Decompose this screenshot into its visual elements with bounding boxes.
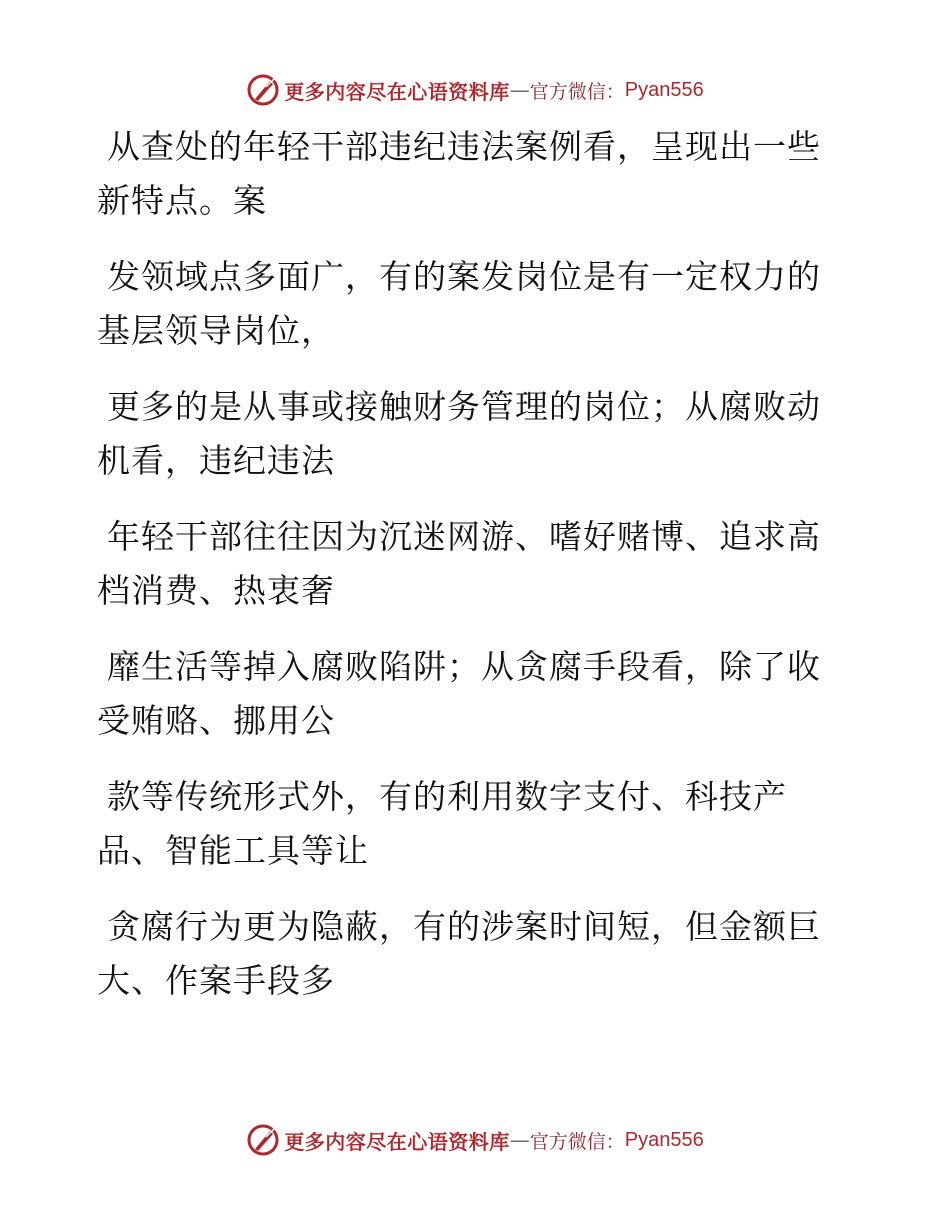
paragraph xyxy=(97,900,837,1008)
paragraph xyxy=(97,380,837,488)
header-wechat-label: 官方微信： xyxy=(529,80,625,103)
paragraph xyxy=(97,250,837,358)
paragraph-line: 大、作案手段多 xyxy=(97,961,335,1000)
paragraph-line: 款等传统形式外，有的利用数字支付、科技产 xyxy=(107,777,787,816)
footer-banner xyxy=(0,1120,950,1160)
paragraph-line: 新特点。案 xyxy=(97,181,267,220)
header-slogan: 更多内容尽在心语资料库 xyxy=(284,79,510,104)
paragraph-line: 从查处的年轻干部违纪违法案例看，呈现出一些 xyxy=(107,127,821,166)
paragraph-line: 更多的是从事或接触财务管理的岗位；从腐败动 xyxy=(107,387,821,426)
footer-wechat-label: 官方微信： xyxy=(529,1130,625,1153)
quill-logo-icon xyxy=(246,1123,280,1157)
paragraph-line: 靡生活等掉入腐败陷阱；从贪腐手段看，除了收 xyxy=(107,647,821,686)
paragraph xyxy=(97,640,837,748)
header-wechat-id: Pyan556 xyxy=(624,78,704,101)
footer-separator: — xyxy=(509,1128,530,1152)
paragraph-line: 贪腐行为更为隐蔽，有的涉案时间短，但金额巨 xyxy=(107,907,821,946)
header-banner xyxy=(0,70,950,110)
paragraph-line: 受贿赂、挪用公 xyxy=(97,701,335,740)
paragraph-line: 档消费、热衷奢 xyxy=(97,571,335,610)
paragraph-line: 基层领导岗位， xyxy=(97,311,335,350)
footer-wechat-id: Pyan556 xyxy=(624,1128,704,1151)
paragraph-line: 品、智能工具等让 xyxy=(97,831,369,870)
header-separator: — xyxy=(509,78,530,102)
footer-slogan: 更多内容尽在心语资料库 xyxy=(284,1129,510,1154)
paragraph-line: 年轻干部往往因为沉迷网游、嗜好赌博、追求高 xyxy=(107,517,821,556)
paragraph xyxy=(97,510,837,618)
quill-logo-icon xyxy=(246,73,280,107)
paragraph xyxy=(97,770,837,878)
paragraph-line: 发领域点多面广，有的案发岗位是有一定权力的 xyxy=(107,257,821,296)
document-body xyxy=(97,120,837,1030)
paragraph xyxy=(97,120,837,228)
paragraph-line: 机看，违纪违法 xyxy=(97,441,335,480)
